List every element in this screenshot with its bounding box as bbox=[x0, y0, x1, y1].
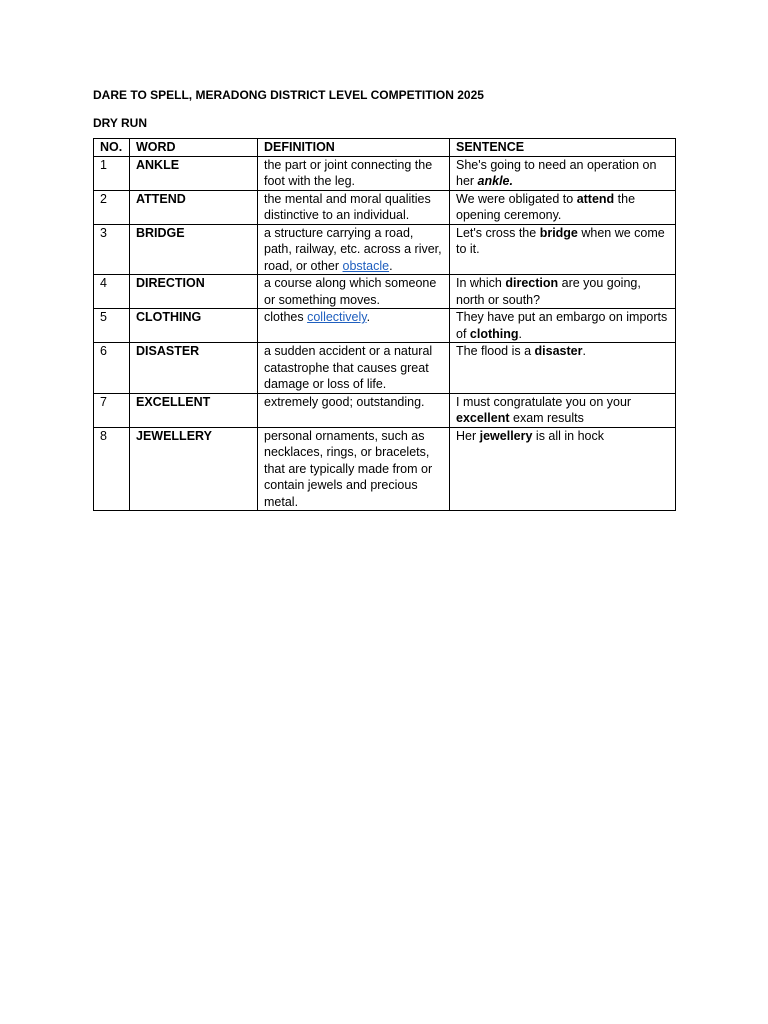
row-number: 8 bbox=[94, 427, 130, 511]
table-row bbox=[94, 343, 676, 394]
header-definition: DEFINITION bbox=[258, 139, 450, 157]
sentence-text: We were obligated to bbox=[456, 191, 577, 206]
table-row bbox=[94, 190, 676, 224]
word-definition bbox=[258, 224, 450, 275]
row-number: 2 bbox=[94, 190, 130, 224]
spelling-word: ATTEND bbox=[130, 190, 258, 224]
header-no: NO. bbox=[94, 139, 130, 157]
spelling-word: DISASTER bbox=[130, 343, 258, 394]
table-row bbox=[94, 309, 676, 343]
example-sentence bbox=[450, 156, 676, 190]
sentence-text: She's going to need an operation on her bbox=[456, 157, 657, 188]
example-sentence bbox=[450, 343, 676, 394]
definition-text: a sudden accident or a natural catastrophe that causes great damage or loss of life. bbox=[264, 344, 433, 391]
definition-link[interactable]: collectively bbox=[307, 310, 367, 324]
row-number: 5 bbox=[94, 309, 130, 343]
row-number: 6 bbox=[94, 343, 130, 394]
table-row bbox=[94, 427, 676, 511]
example-sentence bbox=[450, 309, 676, 343]
definition-suffix: . bbox=[389, 258, 393, 273]
definition-text: personal ornaments, such as necklaces, rings, or bracelets, that are typically made from or contain jewels and precious metal. bbox=[264, 428, 433, 509]
word-definition bbox=[258, 393, 450, 427]
word-definition bbox=[258, 275, 450, 309]
row-number: 3 bbox=[94, 224, 130, 275]
sentence-text-end: . bbox=[518, 326, 522, 341]
definition-text: the mental and moral qualities distinctive to an individual. bbox=[264, 191, 431, 222]
word-definition bbox=[258, 190, 450, 224]
sentence-highlighted-word: disaster bbox=[534, 344, 583, 358]
sentence-highlighted-word: excellent bbox=[456, 411, 510, 425]
sentence-text: Her bbox=[456, 428, 480, 443]
example-sentence bbox=[450, 427, 676, 511]
row-number: 4 bbox=[94, 275, 130, 309]
sentence-text-end: exam results bbox=[509, 411, 584, 425]
definition-link[interactable]: obstacle bbox=[342, 258, 390, 273]
word-definition bbox=[258, 309, 450, 343]
table-row bbox=[94, 224, 676, 275]
sentence-highlighted-word: bridge bbox=[539, 225, 578, 240]
sentence-text-end: the opening ceremony. bbox=[456, 191, 636, 222]
sentence-text: In which bbox=[456, 276, 506, 290]
header-sentence: SENTENCE bbox=[450, 139, 676, 157]
spelling-word: BRIDGE bbox=[130, 224, 258, 275]
table-row bbox=[94, 275, 676, 309]
example-sentence bbox=[450, 275, 676, 309]
spelling-word-table bbox=[93, 138, 676, 511]
example-sentence bbox=[450, 224, 676, 275]
sentence-text-end: is all in hock bbox=[532, 428, 605, 443]
word-definition bbox=[258, 427, 450, 511]
spelling-word: CLOTHING bbox=[130, 309, 258, 343]
table-header-row bbox=[94, 139, 676, 157]
table-row bbox=[94, 156, 676, 190]
definition-suffix: . bbox=[366, 310, 371, 324]
definition-text: the part or joint connecting the foot with the leg. bbox=[264, 157, 433, 188]
sentence-text: They have put an embargo on imports of bbox=[456, 310, 668, 341]
row-number: 1 bbox=[94, 156, 130, 190]
definition-text: extremely good; outstanding. bbox=[264, 394, 425, 409]
sentence-highlighted-word: jewellery bbox=[479, 428, 533, 443]
table-body bbox=[94, 156, 676, 511]
spelling-word: DIRECTION bbox=[130, 275, 258, 309]
definition-text: a structure carrying a road, path, railway, etc. across a river, road, or other bbox=[264, 225, 442, 273]
table-row bbox=[94, 393, 676, 427]
example-sentence bbox=[450, 393, 676, 427]
row-number: 7 bbox=[94, 393, 130, 427]
sentence-highlighted-word: attend bbox=[576, 191, 615, 206]
spelling-word: ANKLE bbox=[130, 156, 258, 190]
sentence-text-end: are you going, north or south? bbox=[456, 276, 641, 307]
sentence-text: Let's cross the bbox=[456, 225, 540, 240]
sentence-highlighted-word: ankle. bbox=[477, 174, 513, 188]
word-definition bbox=[258, 156, 450, 190]
definition-text: a course along which someone or something moves. bbox=[264, 276, 437, 307]
sentence-text-end: when we come to it. bbox=[456, 225, 665, 256]
sentence-text: I must congratulate you on your bbox=[456, 394, 632, 409]
definition-text: clothes bbox=[264, 310, 308, 324]
sentence-text: The flood is a bbox=[456, 344, 535, 358]
document-title: DARE TO SPELL, MERADONG DISTRICT LEVEL COMPETITION 2025 bbox=[93, 88, 484, 102]
document-page bbox=[93, 86, 675, 511]
word-definition bbox=[258, 343, 450, 394]
example-sentence bbox=[450, 190, 676, 224]
document-subtitle: DRY RUN bbox=[93, 116, 148, 130]
header-word: WORD bbox=[130, 139, 258, 157]
sentence-text-end: . bbox=[582, 344, 586, 358]
sentence-highlighted-word: clothing bbox=[469, 326, 519, 341]
spelling-word: JEWELLERY bbox=[130, 427, 258, 511]
spelling-word: EXCELLENT bbox=[130, 393, 258, 427]
sentence-highlighted-word: direction bbox=[505, 276, 559, 290]
